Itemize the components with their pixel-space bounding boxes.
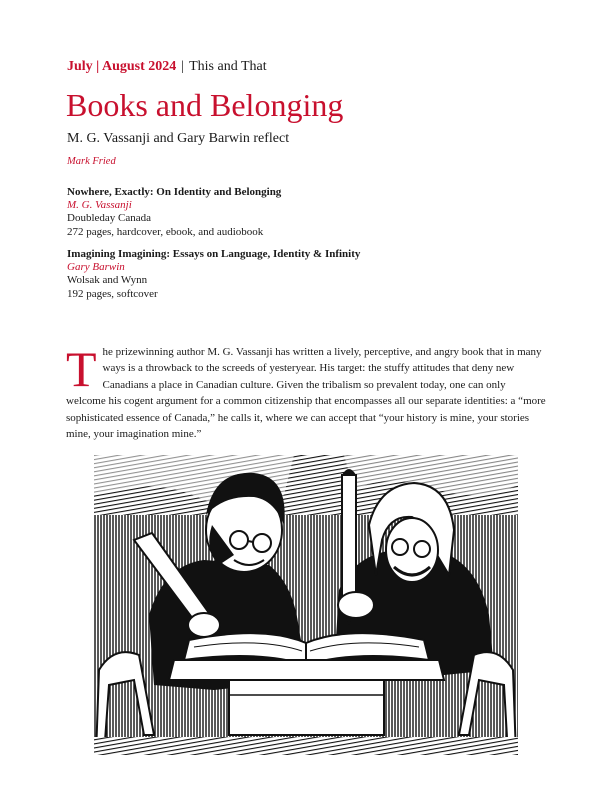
drop-cap: T (66, 341, 97, 397)
article-subtitle: M. G. Vassanji and Gary Barwin reflect (67, 131, 290, 146)
book-author: M. G. Vassanji (67, 199, 132, 212)
section-name: This and That (189, 59, 267, 74)
book-title: Imagining Imagining: Essays on Language, Identity & Infinity (67, 248, 361, 260)
illustration (94, 455, 518, 755)
ink-drawing-of-two-authors (94, 455, 518, 755)
article-title: Books and Belonging (66, 87, 344, 123)
header-separator: | (181, 59, 185, 74)
book-info-2 (67, 248, 360, 301)
book-format: 192 pages, softcover (67, 287, 158, 300)
article-body (66, 341, 548, 442)
book-author: Gary Barwin (67, 261, 125, 274)
book-title: Nowhere, Exactly: On Identity and Belonging (67, 186, 282, 198)
body-paragraph: he prizewinning author M. G. Vassanji has written a lively, perceptive, and angry book that in many ways is a throwback to the screeds of yesteryear. His target: the stuffy attitudes that deny new Canadians a place in Canadian culture. Given the tribalism so prevalent today, one can only welcome his cogent argument for a common citizenship that encompasses all our separate identities: a “more sophisticated essence of Canada,” he calls it, where we can accept that “your history is mine, your stories mine, your imagination mine.” (66, 346, 546, 441)
article-byline: Mark Fried (67, 156, 116, 167)
issue-header (67, 58, 267, 76)
book-publisher: Doubleday Canada (67, 212, 151, 225)
book-publisher: Wolsak and Wynn (67, 274, 148, 287)
book-info-1 (67, 186, 281, 239)
book-format: 272 pages, hardcover, ebook, and audiobook (67, 225, 264, 238)
issue-date: July | August 2024 (67, 59, 177, 74)
